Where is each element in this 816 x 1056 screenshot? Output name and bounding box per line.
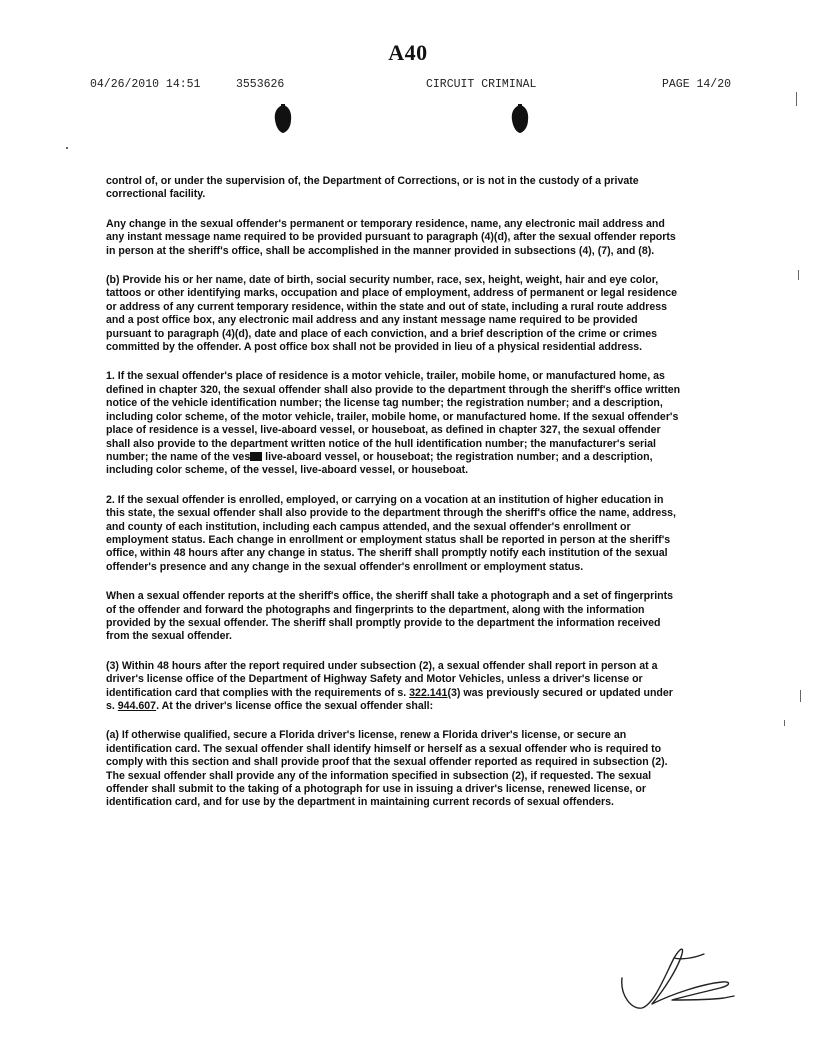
statute-reference-link[interactable]: 322.141 xyxy=(409,686,448,699)
fax-page-number: PAGE 14/20 xyxy=(662,78,732,91)
paragraph-3-text-b: (3) was previously secured or updated under s. xyxy=(106,686,673,712)
punch-hole-right-icon xyxy=(509,104,531,134)
statute-text xyxy=(106,175,684,826)
paragraph-2-higher-education: 2. If the sexual offender is enrolled, employed, or carrying on a vocation at an institution of higher education in this state, the sexual offender shall also provide to the department through the sheriff's office the name, address, and county of each institution, including each campus attended, and the sexual offender's enrollment or employment status. Each change in enrollment or employment status shall be reported in person at the sheriff's office, within 48 hours after any change in status. The sheriff shall promptly notify each institution of the sexual offender's presence and any change in the sexual offender's enrollment or employment status. xyxy=(106,493,676,573)
paragraph-change-of-residence: Any change in the sexual offender's permanent or temporary residence, name, any electronic mail address and any instant message name required to be provided pursuant to paragraph (4)(d), after the sexual offender reports in person at the sheriff's office, shall be accomplished in the manner provided in subsections (4), (7), and (8). xyxy=(106,217,676,257)
paragraph-a-secure-license: (a) If otherwise qualified, secure a Florida driver's license, renew a Florida driver's license, or secure an identification card. The sexual offender shall identify himself or herself as a sexual offender who is required to comply with this section and shall provide proof that the sexual offender reported as required in subsection (2). The sexual offender shall provide any of the information specified in subsection (2), if requested. The sexual offender shall submit to the taking of a photograph for use in issuing a driver's license, renewed license, or identification card, and for use by the department in maintaining current records of sexual offenders. xyxy=(106,729,668,809)
signature-initials xyxy=(612,938,742,1014)
paragraph-3-drivers-license-office xyxy=(106,660,684,714)
paragraph-sheriff-photograph: When a sexual offender reports at the sheriff's office, the sheriff shall take a photograph and a set of fingerprints of the offender and forward the photographs and fingerprints to the department, along with the information provided by the sexual offender. The sheriff shall promptly provide to the department the information received from the sexual offender. xyxy=(106,590,674,643)
paragraph-3-text-a: (3) Within 48 hours after the report required under subsection (2), a sexual offender shall report in person at a driver's license office of the Department of Highway Safety and Motor Vehicles, unless a driver's license or identification card that complies with the requirements of s. xyxy=(106,659,658,699)
fax-department: CIRCUIT CRIMINAL xyxy=(426,78,537,91)
punch-hole-left-icon xyxy=(272,104,294,134)
scan-speck xyxy=(66,147,68,149)
redaction-mark xyxy=(250,452,262,461)
statute-reference-link[interactable]: 944.607 xyxy=(117,700,157,712)
scan-speck xyxy=(784,720,785,726)
scan-speck xyxy=(800,690,801,702)
scan-speck xyxy=(798,270,799,280)
fax-header xyxy=(90,78,750,94)
scan-margin-artifacts xyxy=(776,0,816,1056)
exhibit-label: A40 xyxy=(388,40,428,65)
paragraph-1-text-b: live-aboard vessel, or houseboat; the registration number; and a description, including color scheme, of the vessel, live-aboard vessel, or houseboat. xyxy=(106,450,653,477)
scan-speck xyxy=(796,92,797,106)
paragraph-3-text-c: . At the driver's license office the sexual offender shall: xyxy=(156,700,434,712)
fax-datetime: 04/26/2010 14:51 xyxy=(90,78,201,91)
paragraph-1-residence-vehicle xyxy=(106,370,684,477)
fax-number: 3553626 xyxy=(236,78,285,91)
paragraph-1-text-a: 1. If the sexual offender's place of residence is a motor vehicle, trailer, mobile home, or manufactured home, as defined in chapter 320, the sexual offender shall also provide to the department through the sheriff's office written notice of the vehicle identification number; the license tag number; the registration number; and a description, including color scheme, of the motor vehicle, trailer, mobile home, or manufactured home. If the sexual offender's place of residence is a vessel, live-aboard vessel, or houseboat, as defined in chapter 327, the sexual offender shall also provide to the department written notice of the hull identification number; the manufacturer's serial number; the name of the ves xyxy=(106,370,681,463)
paragraph-continuation: control of, or under the supervision of, the Department of Corrections, or is not in the custody of a private correctional facility. xyxy=(106,175,639,201)
paragraph-b-provide-info: (b) Provide his or her name, date of birth, social security number, race, sex, height, weight, hair and eye color, tattoos or other identifying marks, occupation and place of employment, address of permanent or legal residence or address of any current temporary residence, within the state and out of state, including a rural route address and a post office box, any electronic mail address and any instant message name required to be provided pursuant to paragraph (4)(d), date and place of each conviction, and a brief description of the crime or crimes committed by the offender. A post office box shall not be provided in lieu of a physical residential address. xyxy=(106,274,678,354)
